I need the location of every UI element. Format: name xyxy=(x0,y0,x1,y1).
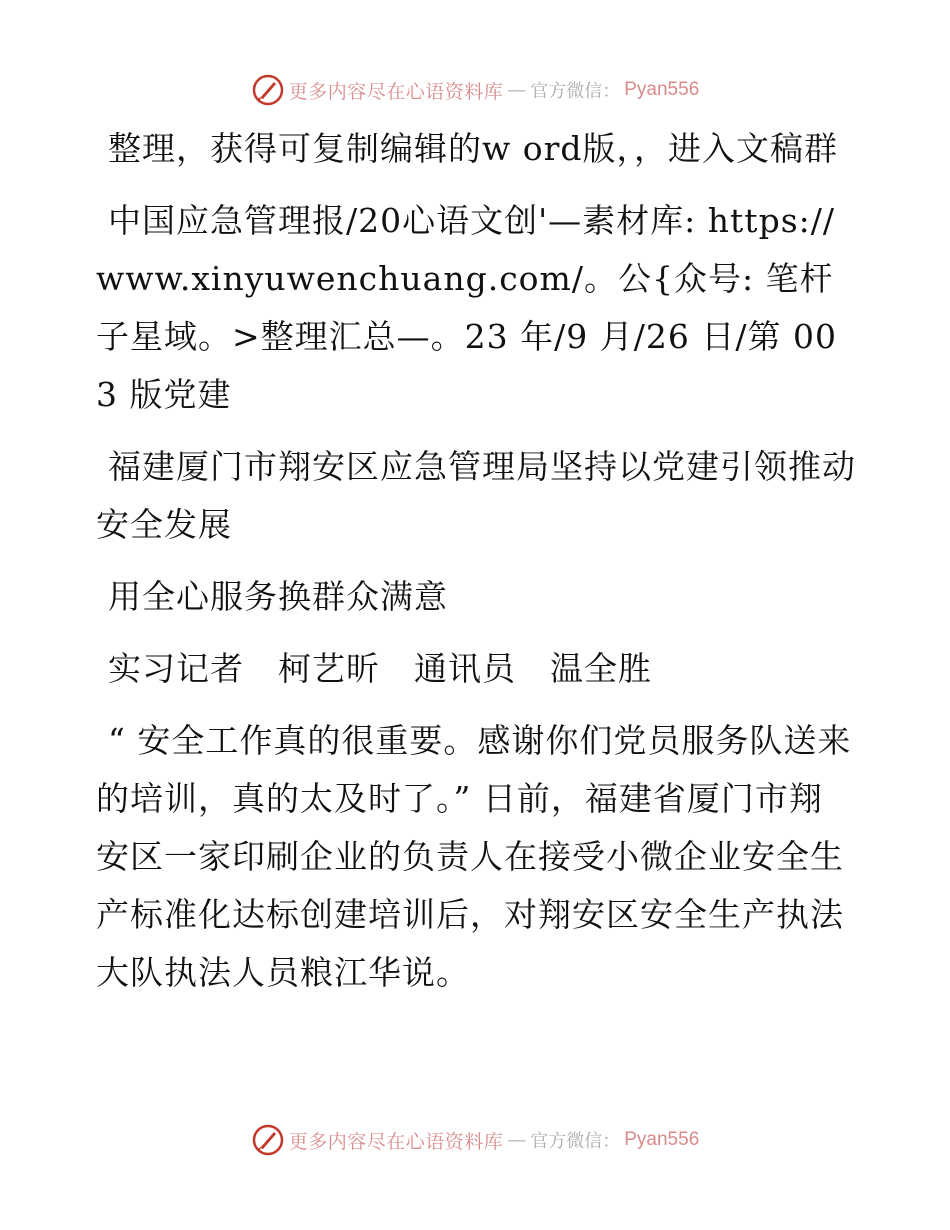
article-subtitle: 用全心服务换群众满意 xyxy=(108,577,448,616)
paragraph-body: “ 安全工作真的很重要。感谢你们党员服务队送来的培训，真的太及时了。” 日前，福建省厦门市翔安区一家印刷企业的负责人在接受小微企业安全生产标准化达标创建培训后，对翔安区安全生产执法大队执法人员粮江华说。 xyxy=(96,721,852,992)
feather-pen-logo-icon xyxy=(251,1123,285,1157)
byline xyxy=(96,640,856,698)
watermark-text: 更多内容尽在心语资料库 xyxy=(288,80,504,103)
header-watermark xyxy=(0,70,950,110)
article-title: 福建厦门市翔安区应急管理局坚持以党建引领推动安全发展 xyxy=(96,447,856,544)
correspondent-role: 通讯员 xyxy=(414,649,516,688)
correspondent-name: 温全胜 xyxy=(550,649,652,688)
watermark-separator: — xyxy=(507,1129,527,1151)
footer-watermark xyxy=(0,1120,950,1160)
watermark-separator: — xyxy=(507,79,527,101)
watermark-official-label: 官方微信： xyxy=(530,1131,621,1152)
watermark-text: 更多内容尽在心语资料库 xyxy=(288,1130,504,1153)
paragraph-intro: 整理，获得可复制编辑的w ord版，，进入文稿群 xyxy=(108,129,839,168)
paragraph-source: 中国应急管理报/20心语文创'—素材库: https://www.xinyuwenchuang.com/。公{众号: 笔杆子星域。>整理汇总—。23 年/9 月/26 日/第 003 版党建 xyxy=(96,201,837,414)
reporter-name: 柯艺昕 xyxy=(278,649,380,688)
watermark-official-label: 官方微信： xyxy=(530,81,621,102)
watermark-wechat-id: Pyan556 xyxy=(624,79,700,100)
feather-pen-logo-icon xyxy=(251,73,285,107)
watermark-wechat-id: Pyan556 xyxy=(624,1129,700,1150)
document-body xyxy=(96,120,856,1016)
reporter-role: 实习记者 xyxy=(108,649,244,688)
